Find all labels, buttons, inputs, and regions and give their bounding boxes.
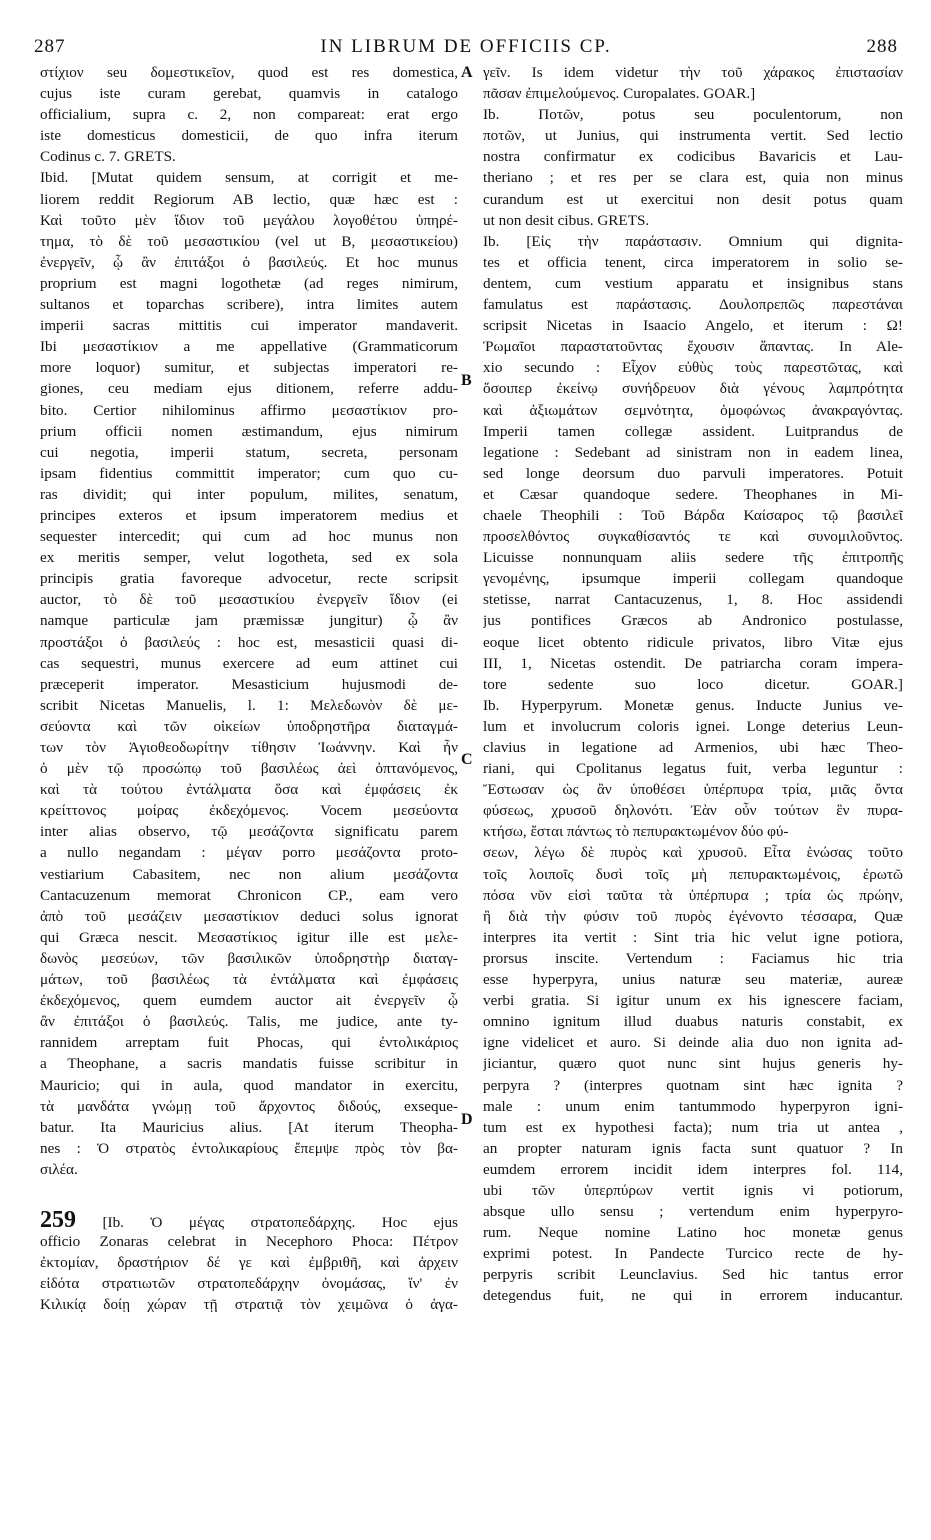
text-line: legatione : Sedebant ad sinistram non in eadem linea, [483,443,903,461]
text-line: eumdem errorem incidit idem interpres fol. 114, [483,1160,903,1178]
text-line: more loquor) sumitur, et subjectas imperatori re- [40,359,458,377]
text-line: officio Zonaras celebrat in Necephoro Phoca: Πέτρον [40,1233,458,1251]
text-line: πόσα νῦν εἰσὶ ταῦτα τὰ ὑπέρπυρα ; τρία ὡς πρώην, [483,886,903,904]
text-line: καὶ ἀξιωμάτων σεμνότητα, ὁμοφώνως ἀνακραγόντας. [483,401,903,419]
text-line: Mauricio; qui in aula, quod mandator in exercitu, [40,1076,458,1094]
text-line: sequester intercedit; qui cum ad hoc munus non [40,528,458,546]
text-line: Ῥωμαῖοι παραστατοῦντας ἔχουσιν ἅπαντας. In Ale- [483,338,903,356]
text-line: tore sedente suo loco dicetur. GOAR.] [483,675,903,693]
text-line: tes et officia tenent, circa imperatorem in solio se- [483,253,903,271]
text-line: exprimi potest. In Pandecte Turcico recte de hy- [483,1245,903,1263]
text-line: ὁ μὲν τῷ προσώπῳ τοῦ βασιλέως ἀεὶ ὀπτανόμενος, [40,760,458,778]
text-line: κρείττονος μοίρας ἐκδεχόμενος. Vocem μεσεύοντα [40,802,458,820]
text-line: igne videlicet et auro. Si deinde alia duo non ignita ad- [483,1034,903,1052]
text-line: perpyris scribit Leunclavius. Sed hic tantus error [483,1266,903,1284]
text-line: ποτῶν, ut Junius, qui instrumenta vertit. Sed lectio [483,127,903,145]
text-line: batur. Ita Mauricius alius. [At iterum Theopha- [40,1118,458,1136]
text-line: στίχιον seu δομεστικεῖον, quod est res domestica, [40,64,458,81]
text-line: πᾶσαν ἐπιμελούμενος. Curopalates. GOAR.] [483,85,756,103]
text-line: cas sequestri, munus exercere ad eum attinet cui [40,654,458,672]
text-line: ut non desit cibus. GRETS. [483,211,650,229]
text-line: proprium est magni logothetæ (ad reges nimirum, [40,274,458,292]
text-line: detegendus fuit, ne qui in errorem inducantur. [483,1287,903,1305]
text-line: interpres ita vertit : Sint tria hic velut igne potiora, [483,928,903,946]
text-line: theriano ; et res per se clara est, quia non minus [483,169,903,187]
text-line: chaele Theophili : Τοῦ Βάρδα Καίσαρος τῷ βασιλεῖ [483,506,903,524]
margin-letter-d: D [461,1111,473,1128]
text-line: γεῖν. Is idem videtur τὴν τοῦ χάρακος ἐπιστασίαν [483,64,903,81]
text-line: officialium, supra c. 2, non compareat: erat ergo [40,106,458,124]
text-line: τὰ μανδάτα γνώμῃ τοῦ ἄρχοντος διδούς, exseque- [40,1097,458,1115]
text-line: jiciantur, quæro quot nunc sint hujus generis hy- [483,1055,903,1073]
text-line: nes : Ὁ στρατὸς ἐντολικαρίους ἔπεμψε πρὸς τὸν βα- [40,1139,458,1157]
text-line: ἀπὸ τοῦ μεσάζειν μεσαστίκιον deduci solus ignorat [40,907,458,925]
text-line: Κιλικίᾳ δοίῃ χώραν τῇ στρατιᾷ τὸν χειμῶνα ὁ ἀγα- [40,1296,458,1314]
margin-letter-c: C [461,751,473,768]
page-header [34,36,898,58]
text-line: rannidem arreptam fuit Phocas, qui ἐντολικάριος [40,1034,458,1052]
text-line: σεύοντα καὶ τῶν οἰκείων ὑποδρηστῆρα διαταγμά- [40,717,458,735]
margin-letter-b: B [461,372,472,389]
text-line: iste domesticus domesticii, de quo infra iterum [40,127,458,145]
text-line: ὅσοιπερ ἐκείνῳ συνήδρευον διὰ γένους λαμπρότητα [483,380,903,398]
text-line: omnino ignitum illud duabus naturis constabit, ex [483,1013,903,1031]
text-line: Cantacuzenum memorat Chronicon CP., eam vero [40,886,458,904]
paragraph-259-first-line [40,1210,458,1231]
text-line-content: [Ib. Ὁ μέγας στρατοπεδάρχης. Hoc ejus [102,1213,458,1231]
text-line: προσελθόντος συγκαθίσαντός τε καὶ συνομιλοῦντος. [483,528,903,546]
text-line: μάτων, τοῦ βασιλέως τὰ ἐντάλματα καὶ ἐμφάσεις [40,971,458,989]
text-line: lum et involucrum coloris ignei. Longe deterius Leun- [483,717,903,735]
text-line: Ibid. [Mutat quidem sensum, at corrigit et me- [40,169,458,187]
text-line: ipsam fidentius committit imperator; cum quo cu- [40,464,458,482]
text-line: rum. Neque nomine Latino hoc monetæ genus [483,1224,903,1242]
text-line: absque ullo sensu ; vertendum enim hyperpyro- [483,1203,903,1221]
text-line: clavius in legatione ad Armenios, ubi hæc Theo- [483,739,903,756]
text-line: riani, qui Cpolitanus legatus fuit, verba leguntur : [483,760,903,778]
right-column [483,62,903,1307]
text-line: ἢ διὰ τὴν φύσιν τοῦ πυρὸς ἐγένοντο τέσσαρα, Quæ [483,907,903,925]
text-line: giones, ceu mediam ejus ditionem, referre addu- [40,380,458,398]
text-line: qui Græca nescit. Μεσαστίκιος igitur ille est μελε- [40,928,458,946]
text-line: male : unum enim tantummodo hyperpyron igni- [483,1097,903,1115]
text-line: curandum est ut exercitui non desit potus quam [483,190,903,208]
text-line: præceperit imperator. Mesasticium hujusmodi de- [40,675,458,693]
text-line: liorem reddit Regiorum AB lectio, quæ hæc est : [40,190,458,208]
text-line: verbi gratia. Si igitur unum ex his ignescere faciam, [483,992,903,1010]
text-line: ἐκδεχόμενος, quem eumdem auctor ait ἐνεργεῖν ᾧ [40,992,458,1010]
text-line: ex meritis semper, velut logotheta, sed ex sola [40,549,458,567]
text-line: nostra confirmatur ex codicibus Bavaricis et Lau- [483,148,903,166]
text-line: Licuisse nonnunquam aliis sedere τῆς ἐπιτροπῆς [483,549,903,567]
text-line: cui negotia, imperii statum, secreta, personam [40,443,458,461]
text-line: eoque licet obtento ridicule privatos, libro Vitæ ejus [483,633,903,651]
text-line: Ib. Hyperpyrum. Monetæ genus. Inducte Junius ve- [483,696,903,714]
text-line: ἐνεργεῖν, ᾧ ἂν ἐπιτάξοι ὁ βασιλεύς. Et hoc munus [40,253,458,271]
text-line: xio secundo : Εἶχον εὐθὺς τοὺς παρεστῶτας, καὶ [483,359,903,377]
text-line: Imperii tamen collegæ assident. Luitprandus de [483,422,903,440]
text-line: perpyra ? (interpres quotnam sint hæc ignita ? [483,1076,903,1094]
text-line: Καὶ τοῦτο μὲν ἴδιον τοῦ μεγάλου λογοθέτου ὑπηρέ- [40,211,458,229]
paragraph-gap [40,1180,458,1210]
text-line: Ib. [Εἰς τὴν παράστασιν. Omnium qui dignita- [483,232,903,250]
text-line: III, 1, Nicetas ostendit. De patriarcha coram impera- [483,654,903,672]
text-line: esse hyperpyra, unius naturæ seu materiæ, aureæ [483,971,903,989]
text-line: et Cæsar quandoque sedere. Theophanes in Mi- [483,485,903,503]
text-line: jus pontifices Græcos ab Andronico postulasse, [483,612,903,630]
text-line: principes exteros et ipsum imperatorem medius et [40,506,458,524]
text-line: cujus iste curam gerebat, quamvis in catalogo [40,85,458,103]
page-number-right: 288 [866,36,898,57]
text-line: namque particulæ jam præmissæ jungitur) ᾧ ἂν [40,612,458,630]
text-line: auctor, τὸ δὲ τοῦ μεσαστικίου ἐνεργεῖν ἴδιον (ei [40,591,458,609]
text-line: a nullo negandam : μέγαν porro μεσάζοντα proto- [40,844,458,862]
paragraph-number: 259 [40,1209,76,1232]
text-line: bito. Certior nihilominus affirmo μεσαστίκιον pro- [40,401,458,419]
page-number-left: 287 [34,36,66,57]
text-line: καὶ τὰ τούτου ἐντάλματα ὅσα καὶ ἐμφάσεις ἐκ [40,781,458,799]
margin-letter-a: A [461,64,473,81]
text-line: sed longe deorsum duo parvuli imperatores. Potuit [483,464,903,482]
text-line: dentem, cum vestium apparatu et insignibus stans [483,274,903,292]
running-title: IN LIBRUM DE OFFICIIS CP. [320,36,612,57]
text-line: Codinus c. 7. GRETS. [40,148,176,166]
text-line: tum est ex hypothesi facta); num tria ut antea , [483,1118,903,1136]
text-line: scribit Nicetas Manuelis, l. 1: Μελεδωνὸν δὲ με- [40,696,458,714]
text-line: γενομένης, ipsumque imperii collegam quandoque [483,570,903,588]
text-line: vestiarium Cabasitem, nec non alium μεσάζοντα [40,865,458,883]
text-line: sultanos et toparchas scribere), intra limites autem [40,296,458,314]
text-line: stetisse, narrat Cantacuzenus, 1, 8. Hoc assidendi [483,591,903,609]
text-line: Ἔστωσαν ὡς ἂν ὑποθέσει ὑπέρπυρα τρία, μιᾶς ὄντα [483,781,903,799]
text-line: κτήσω, ἔσται πάντως τὸ πεπυρακτωμένον δύο φύ- [483,823,789,841]
text-line: δωνὸς μεσεύων, τῶν βασιλικῶν ὑποδρηστὴρ διαταγ- [40,949,458,967]
text-line: σιλέα. [40,1160,78,1178]
text-line: prium officii nomen æstimandum, ejus nimirum [40,422,458,440]
text-line: scripsit Nicetas in Isaacio Angelo, et iterum : Ω! [483,317,903,335]
text-line: τημα, τὸ δὲ τοῦ μεσαστικίου (vel ut B, μεσαστικείου) [40,232,458,250]
text-line: prorsus inscite. Vertendum : Faciamus hic tria [483,949,903,967]
text-line: των τὸν Ἁγιοθεοδωρίτην τίθησιν Ἰωάννην. Καὶ ἦν [40,739,458,756]
text-line: ras dividit; qui inter populum, milites, senatum, [40,485,458,503]
text-line: ubi τῶν ὑπερπύρων vertit ignis vi potiorum, [483,1181,903,1199]
text-line: famulatus est παράστασις. Δουλοπρεπῶς παρεστάναι [483,296,903,314]
text-line: ἐκτομίαν, δραστήριον δέ γε καὶ ἐμβριθῆ, καὶ ἀρχειν [40,1254,458,1272]
text-line: τοῖς λοιποῖς δυσὶ τοῖς μὴ πεπυρακτωμένοις, ἐρωτῶ [483,865,903,883]
text-line: ἂν ἐπιτάξοι ὁ βασιλεύς. Talis, me judice, ante ty- [40,1013,458,1031]
left-column [40,62,458,1315]
text-line: imperii sacras mittitis cui imperator mandaverit. [40,317,458,335]
text-line: φύσεως, χρυσοῦ δηλονότι. Ἐὰν οὖν τούτων ἓν πυρα- [483,802,903,820]
text-line: Ib. Ποτῶν, potus seu poculentorum, non [483,106,903,124]
text-line: σεων, λέγω δὲ πυρὸς καὶ χρυσοῦ. Εἶτα ἑνώσας τοῦτο [483,844,903,862]
text-line: Ibi μεσαστίκιον a me appellative (Grammaticorum [40,338,458,356]
text-line: εἰδότα στρατιωτῶν στρατοπεδάρχην ὀνομάσας, ἵν' ἐν [40,1275,458,1293]
text-line: προστάξοι ὁ βασιλεύς : hoc est, mesasticii quasi di- [40,633,458,651]
text-line: inter alias observo, τῷ μεσάζοντα significatu parem [40,823,458,841]
text-line: principis gratia favoreque advocetur, recte scripsit [40,570,458,588]
text-line: a Theophane, a sacris mandatis fuisse scribitur in [40,1055,458,1073]
text-line: an propter naturam ignis facta sunt quatuor ? In [483,1139,903,1157]
